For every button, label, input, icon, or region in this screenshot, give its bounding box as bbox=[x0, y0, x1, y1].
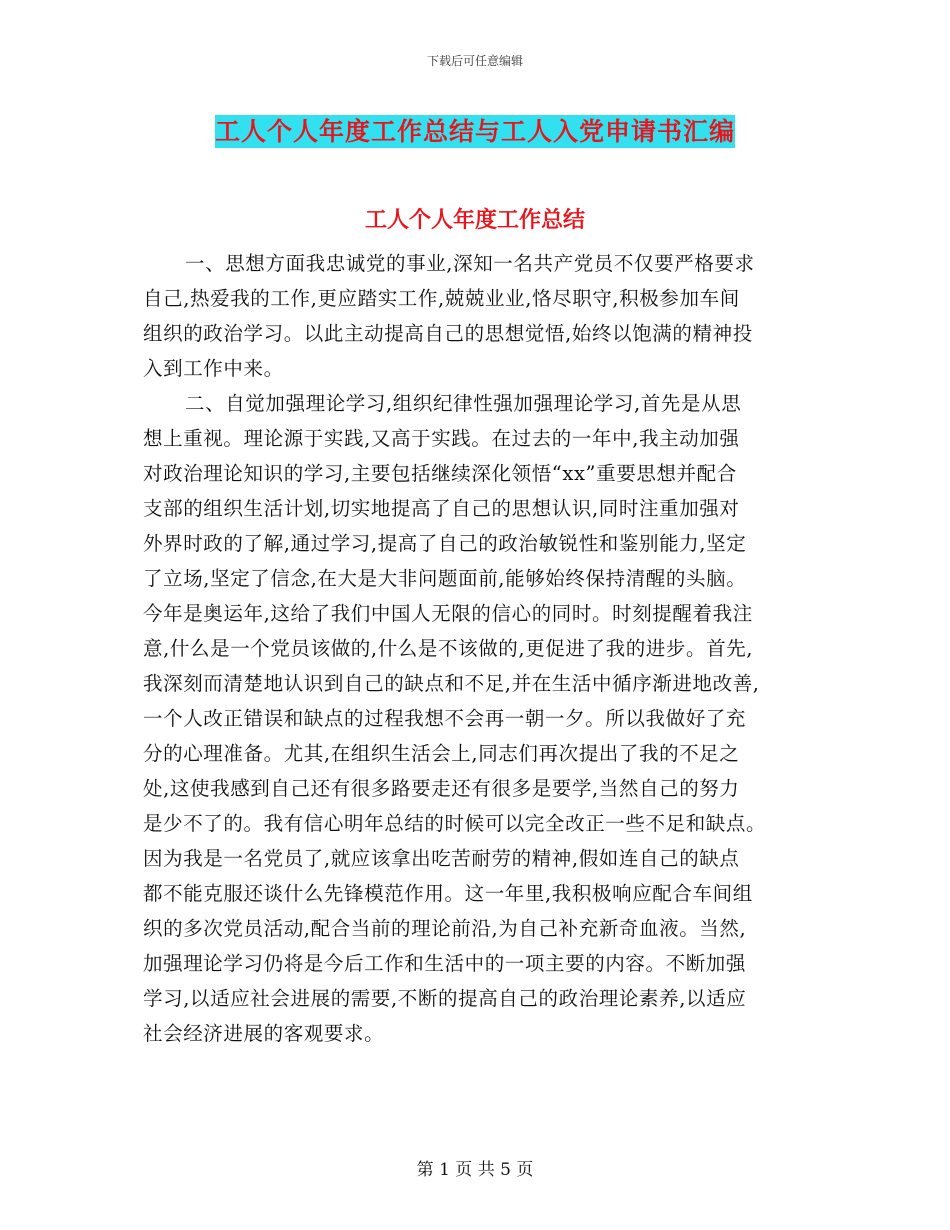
paragraph-line: 一个人改正错误和缺点的过程我想不会再一朝一夕。所以我做好了充 bbox=[143, 707, 747, 730]
paragraph-line: 自己,热爱我的工作,更应踏实工作,兢兢业业,恪尽职守,积极参加车间 bbox=[143, 287, 740, 310]
paragraph-line: 处,这使我感到自己还有很多路要走还有很多是要学,当然自己的努力 bbox=[143, 777, 740, 800]
document-title bbox=[0, 112, 950, 148]
paragraph-line: 加强理论学习仍将是今后工作和生活中的一项主要的内容。不断加强 bbox=[143, 952, 747, 975]
paragraph-line: 今年是奥运年,这给了我们中国人无限的信心的同时。时刻提醒着我注 bbox=[143, 602, 753, 625]
document-title-text: 工人个人年度工作总结与工人入党申请书汇编 bbox=[214, 117, 735, 146]
page-footer: 第 1 页 共 5 页 bbox=[416, 1160, 534, 1180]
paragraph-line: 分的心理准备。尤其,在组织生活会上,同志们再次提出了我的不足之 bbox=[143, 742, 740, 765]
paragraph-line: 想上重视。理论源于实践,又高于实践。在过去的一年中,我主动加强 bbox=[143, 427, 740, 450]
paragraph-line: 都不能克服还谈什么先锋模范作用。这一年里,我积极响应配合车间组 bbox=[143, 882, 753, 905]
body-text bbox=[143, 246, 807, 1051]
paragraph-line: 学习,以适应社会进展的需要,不断的提高自己的政治理论素养,以适应 bbox=[143, 987, 747, 1010]
header-note: 下载后可任意编辑 bbox=[426, 54, 523, 68]
paragraph-line: 是少不了的。我有信心明年总结的时候可以完全改正一些不足和缺点。 bbox=[143, 812, 767, 835]
paragraph-line: 我深刻而清楚地认识到自己的缺点和不足,并在生活中循序渐进地改善, bbox=[143, 672, 760, 695]
paragraph-line: 外界时政的了解,通过学习,提高了自己的政治敏锐性和鉴别能力,坚定 bbox=[143, 532, 747, 555]
paragraph-line: 对政治理论知识的学习,主要包括继续深化领悟“xx”重要思想并配合 bbox=[143, 462, 737, 485]
paragraph-line: 一、思想方面我忠诚党的事业,深知一名共产党员不仅要严格要求 bbox=[185, 252, 755, 275]
section-title: 工人个人年度工作总结 bbox=[364, 208, 585, 233]
paragraph-line: 意,什么是一个党员该做的,什么是不该做的,更促进了我的进步。首先, bbox=[143, 637, 754, 660]
paragraph-line: 因为我是一名党员了,就应该拿出吃苦耐劳的精神,假如连自己的缺点 bbox=[143, 847, 740, 870]
paragraph-line: 支部的组织生活计划,切实地提高了自己的思想认识,同时注重加强对 bbox=[143, 497, 740, 520]
paragraph-line: 组织的政治学习。以此主动提高自己的思想觉悟,始终以饱满的精神投 bbox=[143, 322, 753, 345]
paragraph-line: 社会经济进展的客观要求。 bbox=[143, 1022, 385, 1045]
paragraph-line: 织的多次党员活动,配合当前的理论前沿,为自己补充新奇血液。当然, bbox=[143, 917, 747, 940]
paragraph-line: 二、自觉加强理论学习,组织纪律性强加强理论学习,首先是从思 bbox=[185, 392, 742, 415]
paragraph-line: 了立场,坚定了信念,在大是大非问题面前,能够始终保持清醒的头脑。 bbox=[143, 567, 747, 590]
paragraph-line: 入到工作中来。 bbox=[143, 357, 284, 380]
